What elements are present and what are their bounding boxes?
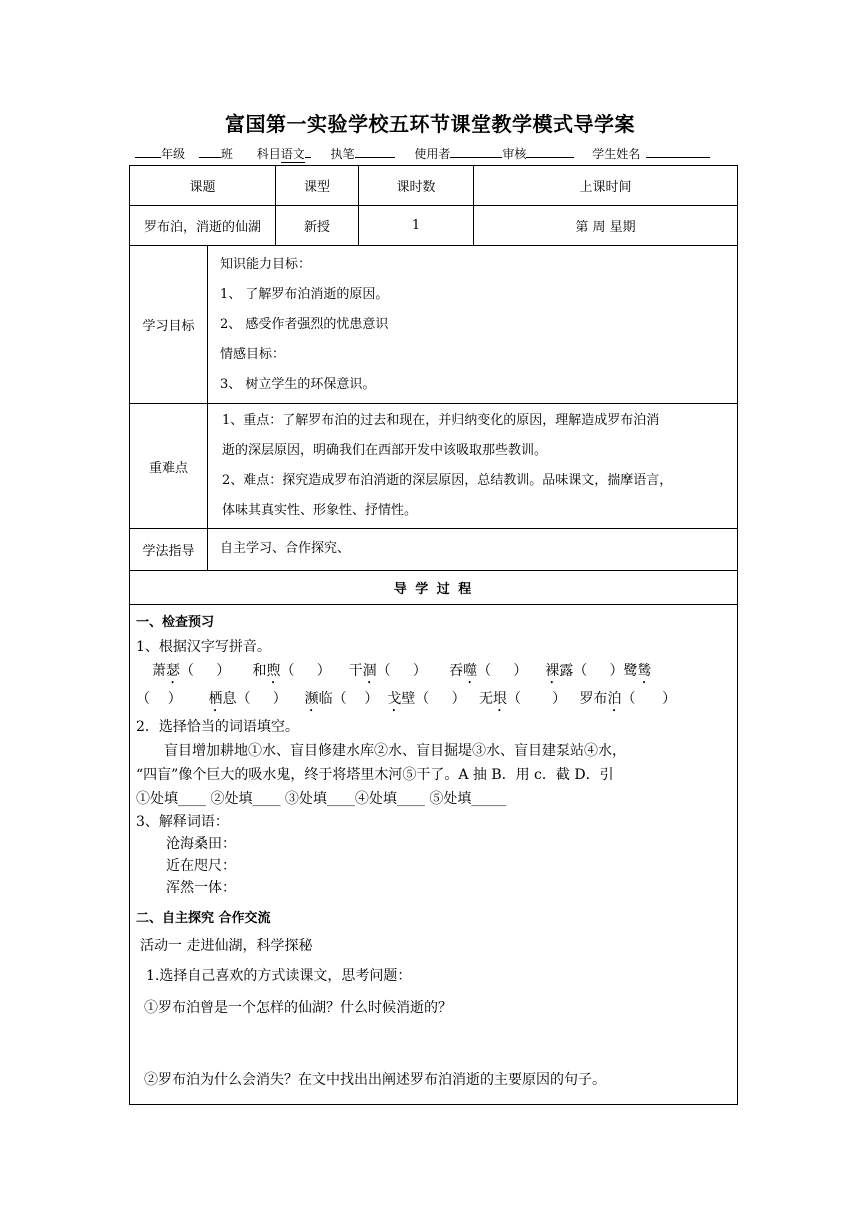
student-blank[interactable]: [646, 157, 710, 158]
time-value: 第 周 星期: [474, 206, 738, 246]
method-label: 学法指导: [130, 529, 208, 571]
time-header: 上课时间: [474, 166, 738, 206]
class-label: 班: [220, 147, 233, 161]
process-title-row: [130, 571, 738, 605]
hours-value: 1: [359, 206, 474, 246]
review-blank[interactable]: [526, 157, 574, 158]
key-line: 逝的深层原因，明确我们在西部开发中该吸取那些教训。: [222, 443, 548, 458]
goals-content: [208, 246, 738, 404]
topic-header: 课题: [130, 166, 276, 206]
pinyin-item: 罗布泊（ ）: [579, 691, 677, 707]
header-row: [130, 166, 738, 206]
key-line: 体味其真实性、形象性、抒情性。: [222, 503, 418, 518]
pinyin-item: 干涸（ ）: [348, 663, 427, 679]
value-row: [130, 206, 738, 246]
pinyin-item: 无垠（ ）: [478, 691, 567, 707]
activity-title: 活动一 走进仙湖，科学探秘: [140, 938, 313, 954]
type-value: 新授: [276, 206, 359, 246]
pinyin-item: 吞噬（ ）: [449, 663, 528, 679]
pinyin-item: 栖息（ ）: [208, 691, 287, 707]
key-content: [208, 404, 738, 529]
pinyin-item: 萧瑟（ ）: [152, 663, 231, 679]
goals-row: [130, 246, 738, 404]
section-heading: 一、检查预习: [136, 615, 215, 630]
student-label: 学生姓名: [592, 147, 641, 161]
key-label: 重难点: [130, 404, 208, 529]
subject-label: 科目: [256, 147, 281, 161]
grade-blank[interactable]: [135, 157, 161, 158]
goal-line: 2、 感受作者强烈的忧患意识: [220, 316, 389, 332]
method-value: 自主学习、合作探究、: [208, 529, 738, 571]
user-blank[interactable]: [450, 157, 502, 158]
question-2-text: 盲目增加耕地①水、盲目修建水库②水、盲目掘堤③水、盲目建泵站④水，: [164, 743, 626, 759]
question-2-text: “四盲”像个巨大的吸水鬼，终于将塔里木河⑤干了。A 抽 B．用 c．截 D．引: [136, 767, 614, 783]
user-label: 使用者: [414, 147, 451, 161]
process-content: [130, 605, 738, 1105]
hours-header: 课时数: [359, 166, 474, 206]
class-blank[interactable]: [199, 157, 221, 158]
author-blank[interactable]: [355, 157, 395, 158]
goal-line: 1、 了解罗布泊消逝的原因。: [220, 286, 389, 302]
pinyin-item: 裸露（ ）鹭鸶: [545, 663, 652, 679]
question-1: 1、根据汉字写拼音。: [136, 639, 271, 655]
review-label: 审核: [502, 147, 527, 161]
goal-line: 3、 树立学生的环保意识。: [220, 376, 376, 392]
pinyin-item: 戈壁（ ）: [387, 691, 466, 707]
page-title: 富国第一实验学校五环节课堂教学模式导学案: [225, 112, 635, 136]
word-item: 浑然一体：: [166, 880, 236, 896]
process-title: 导 学 过 程: [130, 571, 738, 605]
key-line: 2、难点：探究造成罗布泊消逝的深层原因，总结教训。品味课文，揣摩语言，: [222, 473, 673, 488]
subject-value: 语文: [280, 147, 305, 161]
question-item: ②罗布泊为什么会消失？在文中找出出阐述罗布泊消逝的主要原因的句子。: [144, 1072, 606, 1088]
task-text: 1.选择自己喜欢的方式读课文，思考问题：: [146, 968, 412, 984]
topic-value: 罗布泊，消逝的仙湖: [130, 206, 276, 246]
pinyin-item: 濒临（ ）: [304, 691, 379, 707]
question-item: ①罗布泊曾是一个怎样的仙湖？什么时候消逝的？: [144, 1000, 452, 1016]
question-2-blanks: ①处填____ ②处填____ ③处填____④处填____ ⑤处填_____: [136, 791, 507, 807]
info-line: [135, 145, 735, 163]
question-3: 3、解释词语：: [136, 814, 229, 830]
section-heading: 二、自主探究 合作交流: [136, 911, 271, 926]
pinyin-row-1: [136, 659, 731, 687]
lesson-table: [129, 165, 738, 1105]
process-row: [130, 605, 738, 1105]
key-line: 1、重点：了解罗布泊的过去和现在，并归纳变化的原因，理解造成罗布泊消: [222, 413, 660, 428]
word-item: 沧海桑田：: [166, 836, 236, 852]
pinyin-row-2: （ ） 栖息（ ） 濒临（ ） 戈壁（ ） 无垠（ ） 罗布泊（ ）: [136, 691, 677, 707]
author-label: 执笔: [330, 147, 355, 161]
goals-label: 学习目标: [130, 246, 208, 404]
pinyin-item: 和煦（ ）: [252, 663, 331, 679]
word-item: 近在咫尺：: [166, 858, 236, 874]
grade-label: 年级: [161, 147, 186, 161]
method-row: [130, 529, 738, 571]
key-row: [130, 404, 738, 529]
type-header: 课型: [276, 166, 359, 206]
question-2: 2．选择恰当的词语填空。: [136, 719, 299, 735]
goal-line: 情感目标：: [220, 346, 286, 362]
goal-line: 知识能力目标：: [220, 256, 312, 272]
